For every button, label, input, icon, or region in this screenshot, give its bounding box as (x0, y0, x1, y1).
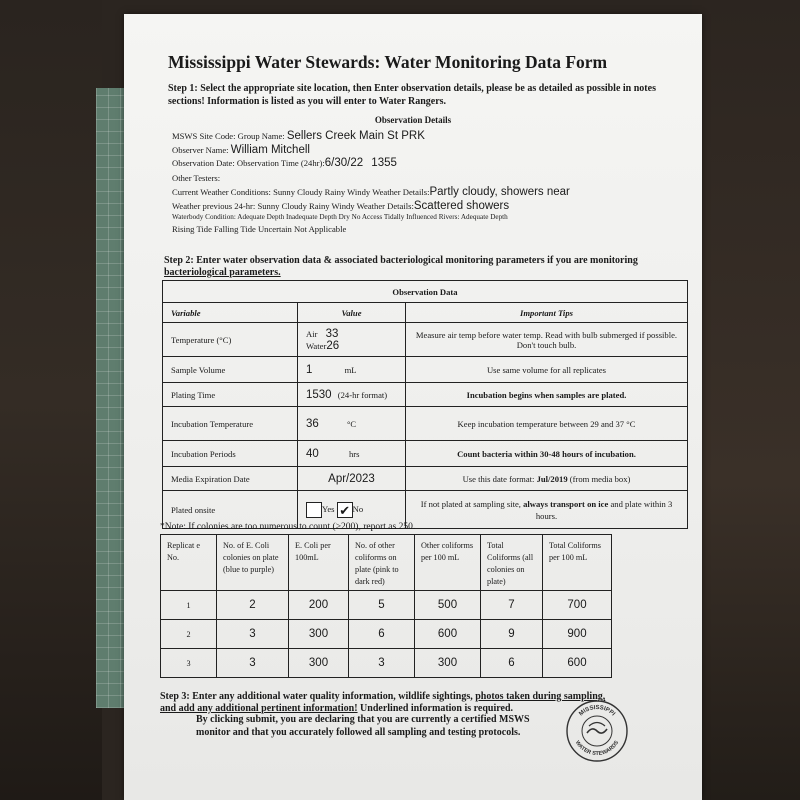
observer-row (172, 144, 310, 156)
plating-time-cell (298, 383, 406, 407)
step3-line2-underlined: and add any additional pertinent information! (160, 703, 358, 714)
plated-onsite-tip (406, 491, 688, 529)
plated-tip-text: If not plated at sampling site, (420, 498, 524, 509)
row-sample-volume (163, 357, 688, 383)
observation-date-label: Observation Date: Observation Time (24hr): (172, 158, 325, 168)
other-per-100ml[interactable]: 600 (415, 620, 481, 649)
replicate-no: 2 (161, 620, 217, 649)
temperature-tip: Measure air temp before water temp. Read with bulb submerged if possible. Don't touch bulb. (406, 323, 688, 357)
col-important-tips: Important Tips (406, 303, 688, 323)
header-replicate-no: Replicat e No. (161, 535, 217, 591)
sample-volume-value[interactable]: 1 (306, 363, 313, 376)
table-row (161, 591, 612, 620)
step3-line1-text: Step 3: Enter any additional water quality information, wildlife sightings, (160, 691, 476, 702)
water-value[interactable]: 26 (326, 339, 340, 352)
plating-time-tip: Incubation begins when samples are plated. (406, 383, 688, 407)
header-total-per-100ml: Total Coliforms per 100 mL (543, 535, 612, 591)
other-coliforms[interactable]: 5 (349, 591, 415, 620)
plated-onsite-label: Plated onsite (163, 491, 298, 529)
step3-instructions (160, 691, 605, 715)
weather-label: Current Weather Conditions: Sunny Cloudy Rainy Windy Weather Details: (172, 187, 430, 197)
replicate-no: 1 (161, 591, 217, 620)
row-media-expiration (163, 467, 688, 491)
total-per-100ml[interactable]: 700 (543, 591, 612, 620)
waterbody-condition: Waterbody Condition: Adequate Depth Inadequate Depth Dry No Access Tidally Influenced Rivers: Adequate Depth (172, 213, 508, 221)
logo-wave-icon (587, 729, 607, 733)
site-code-value[interactable]: Sellers Creek Main St PRK (286, 130, 425, 142)
incubation-temp-tip: Keep incubation temperature between 29 and 37 °C (406, 407, 688, 441)
observation-data-heading: Observation Data (163, 281, 688, 303)
plated-tip-bold: always transport on ice (523, 498, 609, 509)
incubation-period-cell (298, 441, 406, 467)
total-coliforms[interactable]: 7 (481, 591, 543, 620)
observation-date-value[interactable]: 6/30/22 (324, 157, 364, 169)
replicate-table (160, 534, 612, 678)
tide-options: Rising Tide Falling Tide Uncertain Not Applicable (172, 224, 347, 234)
row-plating-time (163, 383, 688, 407)
total-per-100ml[interactable]: 600 (543, 649, 612, 678)
form-title: Mississippi Water Stewards: Water Monitoring Data Form (168, 52, 608, 72)
other-per-100ml[interactable]: 300 (415, 649, 481, 678)
row-incubation-periods (163, 441, 688, 467)
submit-declaration (196, 713, 530, 739)
step2-instructions (164, 255, 684, 279)
incubation-period-unit: hrs (348, 448, 360, 459)
observation-details-heading: Observation Details (374, 115, 452, 125)
replicate-no: 3 (161, 649, 217, 678)
ecoli-per-100ml[interactable]: 200 (289, 591, 349, 620)
background-left (0, 0, 102, 800)
ecoli-colonies[interactable]: 3 (217, 620, 289, 649)
incubation-temp-value[interactable]: 36 (306, 417, 319, 430)
header-total-coliforms: Total Coliforms (all colonies on plate) (481, 535, 543, 591)
weather-row (172, 186, 570, 198)
other-coliforms[interactable]: 3 (349, 649, 415, 678)
weather-value[interactable]: Partly cloudy, showers near (429, 186, 570, 198)
sample-volume-tip: Use same volume for all replicates (406, 357, 688, 383)
replicate-header-row (161, 535, 612, 591)
plating-time-value[interactable]: 1530 (306, 388, 332, 401)
observation-data-table (162, 280, 688, 529)
observation-date-row (172, 157, 397, 169)
header-other-coliforms: No. of other coliforms on plate (pink to dark red) (349, 535, 415, 591)
other-testers-label: Other Testers: (172, 173, 221, 183)
air-value[interactable]: 33 (325, 327, 339, 340)
incubation-temp-unit: °C (346, 418, 357, 429)
incubation-period-tip: Count bacteria within 30-48 hours of incubation. (406, 441, 688, 467)
logo-top-text: MISSISSIPPI (578, 704, 616, 718)
temperature-values (298, 323, 406, 357)
table-row (161, 649, 612, 678)
other-coliforms[interactable]: 6 (349, 620, 415, 649)
ecoli-per-100ml[interactable]: 300 (289, 620, 349, 649)
media-exp-cell (298, 467, 406, 491)
media-exp-value[interactable]: Apr/2023 (328, 472, 375, 485)
incubation-period-label: Incubation Periods (163, 441, 298, 467)
logo-bottom-text: WATER STEWARDS (573, 739, 621, 758)
site-code-row (172, 130, 425, 142)
incubation-temp-label: Incubation Temperature (163, 407, 298, 441)
total-coliforms[interactable]: 9 (481, 620, 543, 649)
sample-volume-label: Sample Volume (163, 357, 298, 383)
declaration-line-2: monitor and that you accurately followed all sampling and testing protocols. (196, 727, 521, 738)
observer-value[interactable]: William Mitchell (230, 144, 310, 156)
media-exp-tip (406, 467, 688, 491)
step1-instructions: Step 1: Select the appropriate site location, then Enter observation details, please be as detailed as possible in notes sections! Information is listed as you will enter to Water Rangers. (168, 83, 656, 107)
water-label: Water (306, 340, 327, 351)
header-ecoli-per-100ml: E. Coli per 100mL (289, 535, 349, 591)
weather-previous-label: Weather previous 24-hr: Sunny Cloudy Rainy Windy Weather Details: (172, 201, 414, 211)
step3-line2-text: Underlined information is required. (357, 703, 514, 714)
incubation-temp-cell (298, 407, 406, 441)
observer-label: Observer Name: (172, 145, 229, 155)
sample-volume-cell (298, 357, 406, 383)
plated-yes-checkbox[interactable] (306, 502, 322, 518)
observation-time-value[interactable]: 1355 (371, 157, 397, 169)
plated-tip-end: and plate within 3 hours. (535, 498, 673, 521)
total-coliforms[interactable]: 6 (481, 649, 543, 678)
total-per-100ml[interactable]: 900 (543, 620, 612, 649)
row-temperature (163, 323, 688, 357)
header-other-per-100ml: Other coliforms per 100 mL (415, 535, 481, 591)
msws-logo (565, 699, 629, 763)
table-row (161, 620, 612, 649)
media-exp-label: Media Expiration Date (163, 467, 298, 491)
colonies-note: *Note: If colonies are too numerous to count (>200), report as 250. (160, 522, 416, 532)
col-variable: Variable (163, 303, 298, 323)
declaration-line-1: By clicking submit, you are declaring that you are currently a certified MSWS (196, 714, 530, 725)
plating-time-unit: (24-hr format) (337, 389, 388, 400)
logo-arc-icon (589, 723, 605, 727)
step2-line-2: bacteriological parameters. (164, 267, 281, 278)
ecoli-colonies[interactable]: 2 (217, 591, 289, 620)
step2-line-1: Step 2: Enter water observation data & associated bacteriological monitoring parameters if you are monitoring (164, 255, 638, 266)
media-exp-tip-text: Use this date format: (462, 473, 537, 484)
weather-previous-value[interactable]: Scattered showers (413, 200, 510, 212)
ecoli-per-100ml[interactable]: 300 (289, 649, 349, 678)
form-paper (124, 14, 702, 800)
other-per-100ml[interactable]: 500 (415, 591, 481, 620)
media-exp-tip-format: Jul/2019 (536, 473, 568, 484)
plated-yes-label: Yes (322, 503, 335, 514)
media-exp-tip-source: (from media box) (567, 473, 631, 484)
background-right (692, 0, 800, 800)
step3-line1-underlined: photos taken during sampling, (475, 691, 606, 702)
row-incubation-temperature (163, 407, 688, 441)
ecoli-colonies[interactable]: 3 (217, 649, 289, 678)
plated-no-checkbox[interactable]: ✔ (337, 502, 353, 518)
plating-time-label: Plating Time (163, 383, 298, 407)
weather-previous-row (172, 200, 509, 212)
site-code-label: MSWS Site Code: Group Name: (172, 131, 285, 141)
incubation-period-value[interactable]: 40 (306, 447, 319, 460)
air-label: Air (306, 328, 318, 339)
sample-volume-unit: mL (344, 364, 357, 375)
plated-no-label: No (352, 503, 364, 514)
col-value: Value (298, 303, 406, 323)
header-ecoli-colonies: No. of E. Coli colonies on plate (blue to purple) (217, 535, 289, 591)
temperature-label: Temperature (°C) (163, 323, 298, 357)
